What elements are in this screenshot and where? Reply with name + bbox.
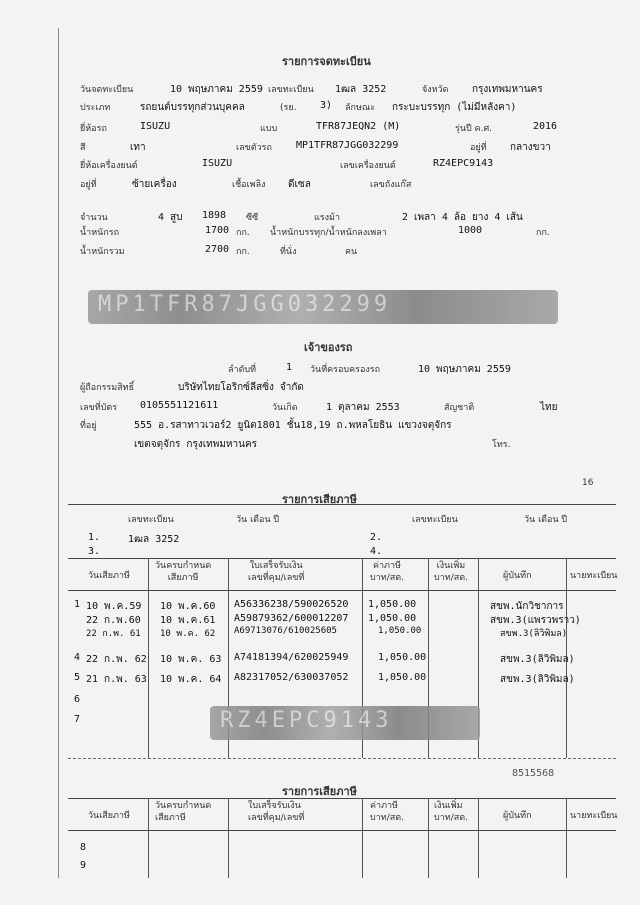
row-paid: 22 ก.พ.60 (86, 615, 141, 626)
possession-date: 10 พฤษภาคม 2559 (418, 364, 511, 375)
axles: 2 เพลา 4 ล้อ ยาง 4 เส้น (402, 212, 523, 223)
birth-label: วันเกิด (272, 403, 298, 413)
table-top-rule (68, 558, 616, 559)
reg-row-no: 1. (88, 532, 101, 543)
cylinders: 4 สูบ (158, 212, 183, 223)
owner: บริษัทไทยโอริกซ์ลีสซิ่ง จำกัด (178, 382, 304, 393)
redacted-engine-text: RZ4EPC9143 (220, 708, 393, 733)
row-due: 10 พ.ค.61 (160, 615, 216, 626)
row-due: 10 พ.ค. 62 (160, 629, 216, 639)
row-recorder: สขพ.3(ลิวิพิมล) (500, 674, 575, 685)
row-receipt: A74181394/620025949 (234, 652, 349, 663)
row-tax: 1,050.00 (378, 672, 427, 683)
table-header-rule (68, 590, 616, 591)
hp-label: แรงม้า (314, 213, 341, 223)
engine-pos-label: อยู่ที่ (80, 180, 97, 190)
reg-date-label: วันจดทะเบียน (80, 85, 134, 95)
birth: 1 ตุลาคม 2553 (326, 402, 400, 413)
tax-hdr-date: วัน เดือน ปี (236, 515, 280, 525)
qty-label: จำนวน (80, 213, 108, 223)
row-paid: 10 พ.ค.59 (86, 601, 142, 612)
row-no: 1 (74, 599, 81, 610)
engine-no-label: เลขเครื่องยนต์ (340, 161, 396, 171)
col-header: นายทะเบียน (570, 811, 618, 821)
color-label: สี (80, 143, 86, 153)
model-year-label: รุ่นปี ค.ศ. (455, 124, 493, 134)
page-number: 16 (582, 478, 594, 488)
fuel-label: เชื้อเพลิง (232, 180, 266, 190)
left-margin-rule (58, 28, 59, 878)
chassis: MP1TFR87JGG032299 (296, 140, 399, 151)
row-paid: 22 ก.พ. 61 (86, 629, 141, 639)
id-label: เลขที่บัตร (80, 403, 118, 413)
col-header: ผู้บันทึก (503, 811, 532, 821)
col-header: ผู้บันทึก (503, 571, 532, 581)
reg-no-label: เลขทะเบียน (268, 85, 314, 95)
tax-rule (68, 504, 616, 505)
tax-hdr-reg: เลขทะเบียน (128, 515, 174, 525)
tax-hdr-date-right: วัน เดือน ปี (524, 515, 568, 525)
brand: ISUZU (140, 121, 171, 132)
rs-label: (รย. (280, 103, 297, 113)
engine-no: RZ4EPC9143 (433, 158, 494, 169)
col-divider (148, 798, 149, 878)
row-recorder: สขพ.3(แพรวพราว) (490, 615, 581, 626)
model: TFR87JEQN2 (M) (316, 121, 401, 132)
row-no: 8 (80, 842, 87, 853)
weight-label: น้ำหนักรถ (80, 228, 120, 238)
row-no: 4 (74, 652, 81, 663)
row-tax: 1,050.00 (368, 613, 417, 624)
load-label: น้ำหนักบรรทุก/น้ำหนักลงเพลา (270, 228, 387, 238)
tax-hdr-reg-right: เลขทะเบียน (412, 515, 458, 525)
tax-title-2: รายการเสียภาษี (282, 785, 357, 798)
load-kg: กก. (536, 228, 550, 238)
gas-label: เลขถังแก๊ส (370, 180, 412, 190)
col-divider (228, 798, 229, 878)
chassis-label: เลขตัวรถ (236, 143, 272, 153)
row-receipt: A56336238/590026520 (234, 599, 349, 610)
row-due: 10 พ.ค. 63 (160, 654, 222, 665)
reg-no: 1ฒล 3252 (335, 84, 387, 95)
possession-label: วันที่ครอบครองรถ (310, 365, 381, 375)
total-label: น้ำหนักรวม (80, 247, 125, 257)
row-recorder: สขพ.3(ลิวิพิมล) (500, 654, 575, 665)
row-no: 6 (74, 694, 81, 705)
type: รถยนต์บรรทุกส่วนบุคคล (140, 102, 245, 113)
reg-row-right-no: 2. (370, 532, 383, 543)
row-receipt: A59879362/600012207 (234, 613, 349, 624)
table2-header-rule (68, 830, 616, 831)
province-label: จังหวัด (422, 85, 449, 95)
col-divider (148, 558, 149, 758)
row-tax: 1,050.00 (378, 626, 422, 636)
col-header: วันเสียภาษี (88, 811, 130, 821)
col-divider (428, 798, 429, 878)
row-no: 5 (74, 672, 81, 683)
persons-label: คน (345, 247, 358, 257)
color: เทา (130, 142, 146, 153)
col-header: นายทะเบียน (570, 571, 618, 581)
order: 1 (286, 362, 293, 373)
redacted-chassis-stamp (88, 290, 558, 324)
cc: 1898 (202, 210, 227, 221)
table2-top-rule (68, 798, 616, 799)
weight-kg: กก. (236, 228, 250, 238)
total: 2700 (205, 244, 230, 255)
fuel: ดีเซล (288, 179, 311, 190)
owner-title: เจ้าของรถ (304, 341, 353, 354)
model-label: แบบ (260, 124, 278, 134)
col-divider (566, 798, 567, 878)
reg-row-value: 1ฒล 3252 (128, 534, 180, 545)
redacted-engine-stamp (210, 706, 480, 740)
address-label: ที่อยู่ (80, 421, 97, 431)
total-kg: กก. (236, 247, 250, 257)
col-header: ใบเสร็จรับเงิน เลขที่คุม/เลขที่ (248, 801, 305, 823)
row-receipt: A69713076/610025605 (234, 626, 337, 636)
col-header: ใบเสร็จรับเงิน เลขที่คุม/เลขที่ (248, 561, 305, 583)
row-recorder: สขพ.3(ลิวิพิมล) (500, 629, 568, 639)
row-receipt: A82317052/630037052 (234, 672, 349, 683)
cc-label: ซีซี (246, 213, 259, 223)
engine-brand-label: ยี่ห้อเครื่องยนต์ (80, 161, 138, 171)
col-header: ค่าภาษี บาท/สต. (370, 561, 404, 583)
nationality: ไทย (540, 402, 558, 413)
col-divider (478, 798, 479, 878)
col-header: วันเสียภาษี (88, 571, 130, 581)
character-label: ลักษณะ (345, 103, 376, 113)
weight: 1700 (205, 225, 230, 236)
position: กลางขวา (510, 142, 551, 153)
engine-pos: ซ้ายเครื่อง (132, 179, 177, 190)
nationality-label: สัญชาติ (444, 403, 475, 413)
address-line2: เขตจตุจักร กรุงเทพมหานคร (134, 439, 258, 450)
col-divider (362, 798, 363, 878)
col-header: ค่าภาษี บาท/สต. (370, 801, 404, 823)
col-header: เงินเพิ่ม บาท/สต. (434, 561, 468, 583)
row-no: 9 (80, 860, 87, 871)
load: 1000 (458, 225, 483, 236)
owner-label: ผู้ถือกรรมสิทธิ์ (80, 383, 135, 393)
row-paid: 22 ก.พ. 62 (86, 654, 147, 665)
engine-brand: ISUZU (202, 158, 233, 169)
row-paid: 21 ก.พ. 63 (86, 674, 147, 685)
type-label: ประเภท (80, 103, 111, 113)
character: กระบะบรรทุก (ไม่มีหลังคา) (392, 102, 517, 113)
row-recorder: สขพ.นักวิชาการ (490, 601, 564, 612)
registration-title: รายการจดทะเบียน (282, 55, 371, 68)
redacted-chassis-text: MP1TFR87JGG032299 (98, 292, 392, 317)
phone-label: โทร. (492, 440, 511, 450)
order-label: ลำดับที่ (228, 365, 257, 375)
province: กรุงเทพมหานคร (472, 84, 543, 95)
reg-row-right-no: 4. (370, 546, 383, 557)
address-line1: 555 อ.รสาทาวเวอร์2 ยูนิต1801 ชั้น18,19 ถ.พหลโยธิน แขวงจตุจักร (134, 420, 452, 431)
id: 0105551121611 (140, 400, 219, 411)
position-label: อยู่ที่ (470, 143, 487, 153)
footer-number: 8515568 (512, 768, 555, 779)
row-due: 10 พ.ค. 64 (160, 674, 222, 685)
row-no: 7 (74, 714, 81, 725)
model-year: 2016 (533, 121, 558, 132)
col-header: เงินเพิ่ม บาท/สต. (434, 801, 468, 823)
table-bottom-rule (68, 758, 616, 759)
row-tax: 1,050.00 (368, 599, 417, 610)
row-tax: 1,050.00 (378, 652, 427, 663)
row-due: 10 พ.ค.60 (160, 601, 216, 612)
rs-value: 3) (320, 100, 333, 111)
col-header: วันครบกำหนด เสียภาษี (155, 561, 212, 583)
tax-title: รายการเสียภาษี (282, 493, 357, 506)
col-header: วันครบกำหนด เสียภาษี (155, 801, 212, 823)
brand-label: ยี่ห้อรถ (80, 124, 107, 134)
reg-date: 10 พฤษภาคม 2559 (170, 84, 263, 95)
reg-row-no: 3. (88, 546, 101, 557)
seats-label: ที่นั่ง (280, 247, 297, 257)
